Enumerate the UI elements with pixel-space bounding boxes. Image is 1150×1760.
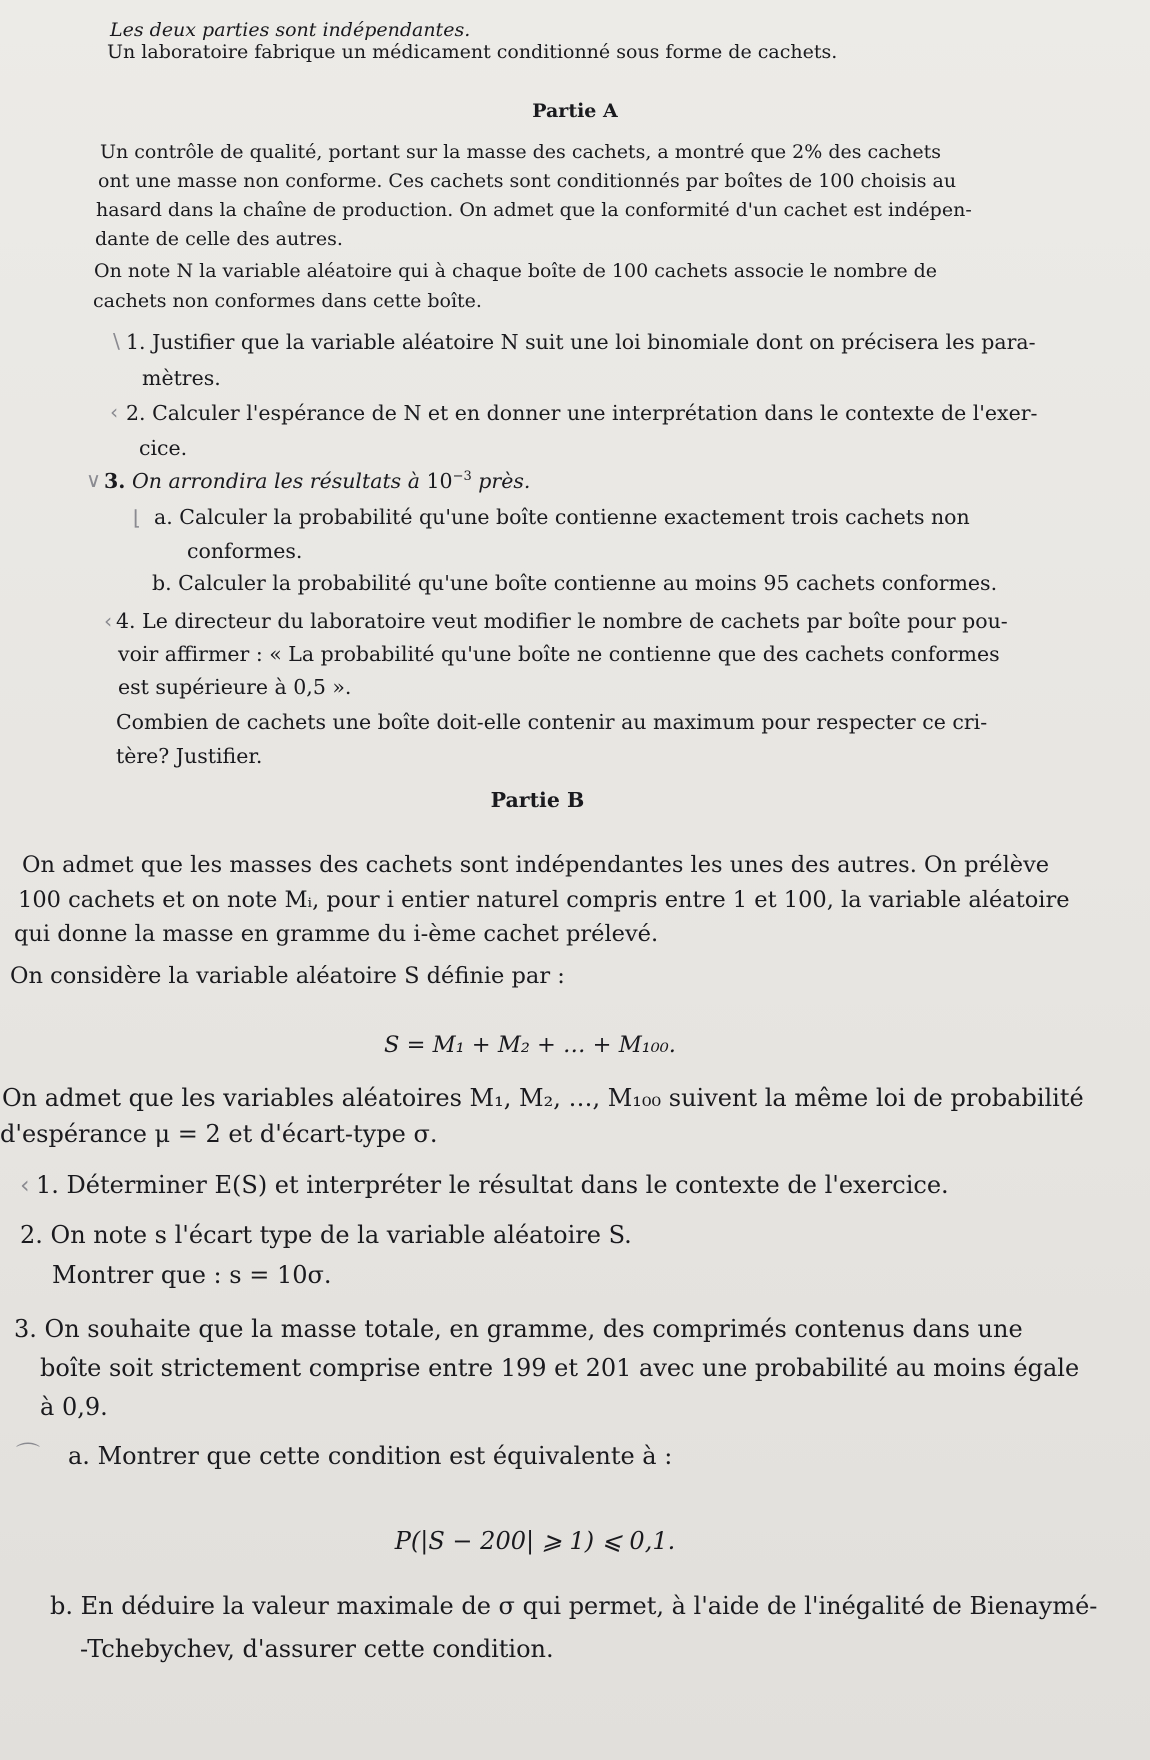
part-a-q3 bbox=[104, 470, 530, 493]
part-b-q3-line1: 3. On souhaite que la masse totale, en gramme, des comprimés contenus dans une bbox=[14, 1315, 1023, 1343]
pencil-mark: ‹ bbox=[104, 609, 113, 633]
pencil-mark: \ bbox=[113, 329, 120, 353]
part-a-q3-after: près. bbox=[478, 469, 531, 493]
pencil-mark: ‹ bbox=[110, 400, 119, 424]
part-a-q4-line2: voir affirmer : « La probabilité qu'une boîte ne contienne que des cachets conformes bbox=[118, 642, 1000, 666]
pencil-mark: ‹ bbox=[20, 1171, 30, 1199]
part-a-q3-power: $10^{-3}$ bbox=[426, 469, 472, 493]
part-b-q3b-line1: b. En déduire la valeur maximale de σ qui permet, à l'aide de l'inégalité de Bienaymé- bbox=[50, 1592, 1098, 1620]
part-a-q3-text: On arrondira les résultats à bbox=[131, 469, 420, 493]
part-b-p1-line3: qui donne la masse en gramme du i-ème cachet prélevé. bbox=[14, 921, 659, 947]
part-a-p1-line3: hasard dans la chaîne de production. On admet que la conformité d'un cachet est indépen- bbox=[96, 199, 972, 221]
part-b-p2: On considère la variable aléatoire S définie par : bbox=[10, 963, 565, 989]
part-a-q3b: b. Calculer la probabilité qu'une boîte contienne au moins 95 cachets conformes. bbox=[152, 571, 998, 595]
pencil-mark: ⌒ bbox=[16, 1441, 40, 1469]
part-b-p1-line2: 100 cachets et on note Mᵢ, pour i entier naturel compris entre 1 et 100, la variable aléatoire bbox=[18, 887, 1070, 913]
part-a-q4-line4: Combien de cachets une boîte doit-elle contenir au maximum pour respecter ce cri- bbox=[116, 710, 988, 734]
part-a-q1-line1: 1. Justifier que la variable aléatoire N suit une loi binomiale dont on précisera les para- bbox=[126, 330, 1036, 354]
part-a-p1-line4: dante de celle des autres. bbox=[95, 228, 343, 250]
part-b-p3-line1: On admet que les variables aléatoires M₁, M₂, …, M₁₀₀ suivent la même loi de probabilité bbox=[2, 1084, 1084, 1112]
pencil-mark: ∨ bbox=[86, 468, 102, 492]
part-a-p2-line1: On note N la variable aléatoire qui à chaque boîte de 100 cachets associe le nombre de bbox=[94, 260, 938, 282]
part-b-q3a: a. Montrer que cette condition est équivalente à : bbox=[68, 1442, 673, 1470]
part-a-p1-line2: ont une masse non conforme. Ces cachets sont conditionnés par boîtes de 100 choisis au bbox=[98, 170, 957, 192]
sum-formula: S = M₁ + M₂ + … + M₁₀₀. bbox=[384, 1032, 676, 1058]
part-a-q2-line1: 2. Calculer l'espérance de N et en donner une interprétation dans le contexte de l'exer- bbox=[126, 401, 1038, 425]
part-b-q2-line1: 2. On note s l'écart type de la variable aléatoire S. bbox=[20, 1221, 632, 1249]
part-a-q1-line2: mètres. bbox=[142, 366, 221, 390]
part-a-q3a-line2: conformes. bbox=[187, 539, 303, 563]
part-a-q4-line3: est supérieure à 0,5 ». bbox=[118, 675, 352, 699]
part-b-q1: 1. Déterminer E(S) et interpréter le résultat dans le contexte de l'exercice. bbox=[36, 1171, 949, 1199]
part-b-p3-line2: d'espérance μ = 2 et d'écart-type σ. bbox=[0, 1120, 438, 1148]
part-a-q4-line5: tère? Justifier. bbox=[116, 744, 263, 768]
part-b-q3-line3: à 0,9. bbox=[40, 1393, 108, 1421]
independence-note: Les deux parties sont indépendantes. bbox=[110, 19, 471, 41]
part-a-p2-line2: cachets non conformes dans cette boîte. bbox=[93, 290, 482, 312]
part-b-heading: Partie B bbox=[490, 788, 585, 812]
part-b-q3-line2: boîte soit strictement comprise entre 199 et 201 avec une probabilité au moins égale bbox=[40, 1354, 1080, 1382]
part-a-q4-line1: 4. Le directeur du laboratoire veut modifier le nombre de cachets par boîte pour pou- bbox=[116, 609, 1008, 633]
part-a-q3a-line1: a. Calculer la probabilité qu'une boîte contienne exactement trois cachets non bbox=[154, 505, 970, 529]
probability-formula: P(|S − 200| ⩾ 1) ⩽ 0,1. bbox=[394, 1527, 676, 1555]
part-b-q3b-line2: -Tchebychev, d'assurer cette condition. bbox=[80, 1635, 554, 1663]
part-a-q2-line2: cice. bbox=[139, 436, 188, 460]
part-b-p1-line1: On admet que les masses des cachets sont indépendantes les unes des autres. On prélève bbox=[22, 852, 1050, 878]
pencil-mark: ⌊ bbox=[133, 506, 141, 530]
part-a-heading: Partie A bbox=[532, 100, 618, 122]
part-b-q2-line2: Montrer que : s = 10σ. bbox=[52, 1261, 332, 1289]
part-a-q3-number: 3. bbox=[104, 469, 126, 493]
part-a-p1-line1: Un contrôle de qualité, portant sur la masse des cachets, a montré que 2% des cachets bbox=[100, 141, 942, 163]
intro-line: Un laboratoire fabrique un médicament conditionné sous forme de cachets. bbox=[107, 41, 838, 63]
